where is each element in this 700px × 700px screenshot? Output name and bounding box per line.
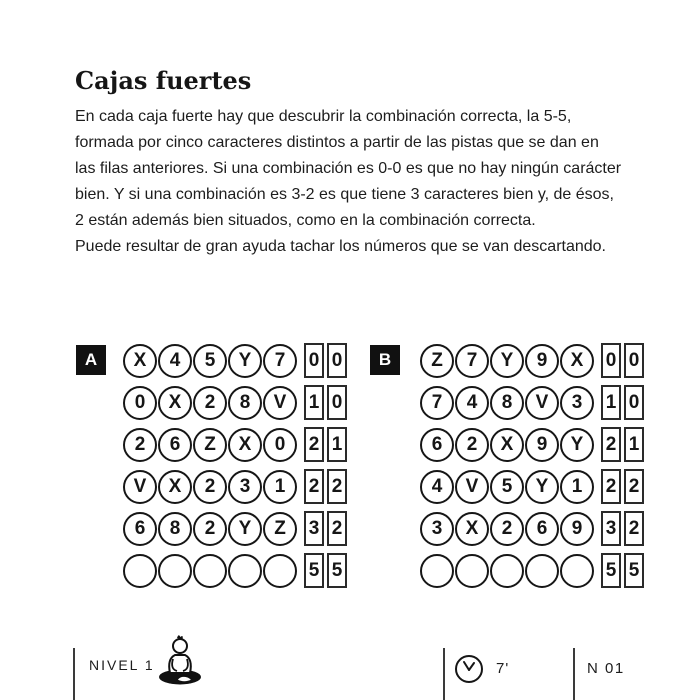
score-boxes	[598, 385, 644, 420]
puzzle-row	[123, 427, 347, 462]
clue-cell: V	[123, 470, 157, 504]
score-box: 2	[624, 469, 644, 504]
score-box: 2	[601, 469, 621, 504]
puzzle-row	[123, 553, 347, 588]
clue-cell: 4	[420, 470, 454, 504]
clue-cell: V	[525, 386, 559, 420]
clue-cell: 6	[158, 428, 192, 462]
score-box: 2	[624, 511, 644, 546]
puzzle-b-label: B	[370, 345, 400, 375]
clue-cell: 6	[525, 512, 559, 546]
score-box: 2	[327, 469, 347, 504]
score-boxes	[301, 511, 347, 546]
clue-cell: 2	[193, 386, 227, 420]
answer-cell[interactable]	[158, 554, 192, 588]
clue-cell: Z	[193, 428, 227, 462]
answer-cell[interactable]	[490, 554, 524, 588]
answer-cell[interactable]	[228, 554, 262, 588]
intro-line: bien. Y si una combinación es 3-2 es que tiene 3 caracteres bien y, de ésos,	[75, 186, 614, 203]
score-box: 1	[304, 385, 324, 420]
clue-cell: 9	[525, 428, 559, 462]
clue-cell: 3	[420, 512, 454, 546]
score-box: 2	[304, 427, 324, 462]
score-boxes	[301, 469, 347, 504]
level-label: NIVEL 1	[89, 657, 155, 673]
puzzle-row	[420, 553, 644, 588]
clue-cell: 6	[420, 428, 454, 462]
clue-cell: Y	[560, 428, 594, 462]
intro-text	[75, 104, 621, 260]
score-box: 0	[304, 343, 324, 378]
puzzle-row	[420, 343, 644, 378]
score-box: 5	[327, 553, 347, 588]
clue-cell: 4	[455, 386, 489, 420]
puzzle-row	[123, 511, 347, 546]
score-box: 0	[624, 343, 644, 378]
score-box: 0	[624, 385, 644, 420]
score-boxes	[301, 343, 347, 378]
score-boxes	[301, 553, 347, 588]
clue-cell: X	[560, 344, 594, 378]
puzzle-a-label: A	[76, 345, 106, 375]
intro-line: Puede resultar de gran ayuda tachar los números que se van descartando.	[75, 238, 606, 255]
score-box: 5	[304, 553, 324, 588]
puzzle-row	[420, 385, 644, 420]
clue-cell: 1	[263, 470, 297, 504]
score-boxes	[301, 385, 347, 420]
clue-cell: 1	[560, 470, 594, 504]
puzzle-number-label: N 01	[587, 660, 625, 677]
answer-cell[interactable]	[525, 554, 559, 588]
page-title: Cajas fuertes	[75, 66, 252, 95]
answer-cell[interactable]	[263, 554, 297, 588]
intro-line: 2 están además bien situados, como en la combinación correcta.	[75, 212, 536, 229]
clue-cell: X	[158, 386, 192, 420]
time-label: 7'	[496, 660, 510, 677]
clue-cell: 8	[158, 512, 192, 546]
clue-cell: 8	[228, 386, 262, 420]
clue-cell: Z	[420, 344, 454, 378]
score-box: 5	[601, 553, 621, 588]
clue-cell: X	[123, 344, 157, 378]
puzzle-row	[123, 385, 347, 420]
footer-divider-right	[573, 648, 575, 700]
puzzle-row	[123, 469, 347, 504]
score-boxes	[598, 511, 644, 546]
footer-divider-middle	[443, 648, 445, 700]
score-box: 1	[601, 385, 621, 420]
score-box: 2	[601, 427, 621, 462]
clue-cell: 2	[193, 470, 227, 504]
clue-cell: Y	[228, 344, 262, 378]
intro-line: formada por cinco caracteres distintos a partir de las pistas que se dan en	[75, 134, 599, 151]
clue-cell: X	[455, 512, 489, 546]
clue-cell: 5	[490, 470, 524, 504]
clue-cell: Y	[490, 344, 524, 378]
score-box: 0	[327, 343, 347, 378]
clue-cell: 9	[560, 512, 594, 546]
clue-cell: 5	[193, 344, 227, 378]
clue-cell: V	[263, 386, 297, 420]
answer-cell[interactable]	[193, 554, 227, 588]
clue-cell: 0	[123, 386, 157, 420]
clue-cell: 2	[123, 428, 157, 462]
clue-cell: 7	[263, 344, 297, 378]
clue-cell: 4	[158, 344, 192, 378]
score-box: 1	[624, 427, 644, 462]
puzzle-row	[420, 511, 644, 546]
score-boxes	[598, 427, 644, 462]
clock-icon	[454, 654, 484, 689]
answer-cell[interactable]	[420, 554, 454, 588]
clue-cell: 7	[455, 344, 489, 378]
clue-cell: 2	[193, 512, 227, 546]
puzzle-row	[123, 343, 347, 378]
puzzle-row	[420, 427, 644, 462]
score-box: 0	[327, 385, 347, 420]
score-box: 3	[601, 511, 621, 546]
clue-cell: X	[228, 428, 262, 462]
clue-cell: 2	[490, 512, 524, 546]
clue-cell: 2	[455, 428, 489, 462]
score-boxes	[598, 469, 644, 504]
clue-cell: 9	[525, 344, 559, 378]
score-box: 0	[601, 343, 621, 378]
clue-cell: Z	[263, 512, 297, 546]
score-box: 5	[624, 553, 644, 588]
puzzle-b-grid	[420, 343, 644, 595]
score-boxes	[598, 553, 644, 588]
intro-line: En cada caja fuerte hay que descubrir la combinación correcta, la 5-5,	[75, 108, 572, 125]
score-boxes	[301, 427, 347, 462]
score-box: 2	[327, 511, 347, 546]
answer-cell[interactable]	[560, 554, 594, 588]
clue-cell: X	[158, 470, 192, 504]
meditating-person-icon	[153, 633, 209, 694]
puzzle-row	[420, 469, 644, 504]
score-box: 1	[327, 427, 347, 462]
clue-cell: 8	[490, 386, 524, 420]
clue-cell: Y	[525, 470, 559, 504]
score-boxes	[598, 343, 644, 378]
intro-line: las filas anteriores. Si una combinación es 0-0 es que no hay ningún carácter	[75, 160, 622, 177]
answer-cell[interactable]	[123, 554, 157, 588]
clue-cell: 0	[263, 428, 297, 462]
clue-cell: 7	[420, 386, 454, 420]
clue-cell: 6	[123, 512, 157, 546]
clue-cell: V	[455, 470, 489, 504]
clue-cell: 3	[228, 470, 262, 504]
score-box: 3	[304, 511, 324, 546]
clue-cell: X	[490, 428, 524, 462]
clue-cell: 3	[560, 386, 594, 420]
score-box: 2	[304, 469, 324, 504]
footer-divider-left	[73, 648, 75, 700]
puzzle-a-grid	[123, 343, 347, 595]
clue-cell: Y	[228, 512, 262, 546]
answer-cell[interactable]	[455, 554, 489, 588]
